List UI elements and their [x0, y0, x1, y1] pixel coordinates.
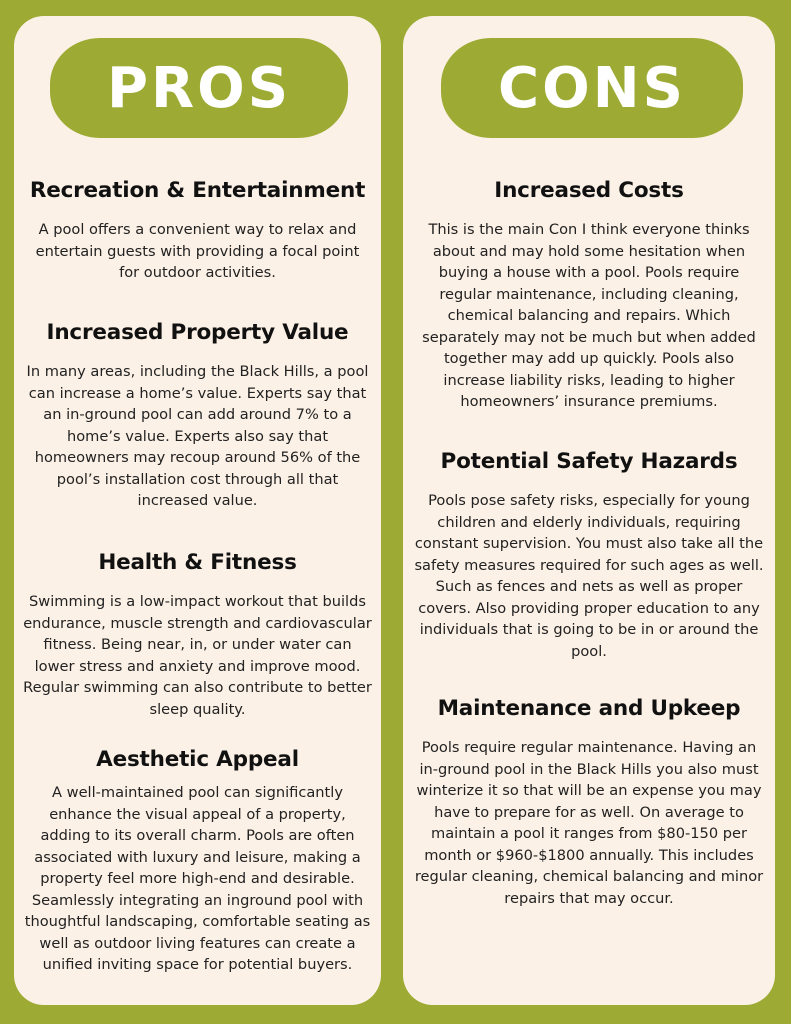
cons-section-costs: [403, 178, 775, 413]
pros-section-recreation: [14, 178, 381, 284]
pros-section-health: [14, 550, 381, 720]
section-body: Pools require regular maintenance. Having an in-ground pool in the Black Hills you also must winterize it so that will be an expense you may have to prepare for as well. On average to maintain a pool it ranges from $80-150 per month or $960-$1800 annually. This includes regular cleaning, chemical balancing and minor repairs that may occur.: [414, 739, 764, 907]
section-body: This is the main Con I think everyone thinks about and may hold some hesitation when buying a house with a pool. Pools require regular maintenance, including cleaning, chemical balancing and repairs. Which separately may not be much but when added together may add up quickly. Pools also increase liability risks, leading to higher homeowners’ insurance premiums.: [422, 221, 756, 410]
pros-card: [14, 16, 381, 1005]
pros-title: PROS: [50, 38, 348, 138]
section-heading: Health & Fitness: [98, 550, 297, 575]
cons-card: [403, 16, 775, 1005]
section-heading: Maintenance and Upkeep: [437, 696, 741, 721]
pros-section-property-value: [14, 320, 381, 512]
section-body: In many areas, including the Black Hills, a pool can increase a home’s value. Experts say that an in-ground pool can add around 7% to a home’s value. Experts also say that homeowners may recoup around 56% of the pool’s installation cost through all that increased value.: [26, 363, 369, 509]
section-body: A pool offers a convenient way to relax and entertain guests with providing a focal point for outdoor activities.: [35, 221, 360, 281]
section-body: Pools pose safety risks, especially for young children and elderly individuals, requiring constant supervision. You must also take all the safety measures required for such ages as well. Such as fences and nets as well as proper covers. Also providing proper education to any individuals that is going to be in or around the pool.: [414, 492, 764, 660]
section-heading: Increased Costs: [494, 178, 684, 203]
section-heading: Recreation & Entertainment: [29, 178, 366, 203]
cons-section-safety: [403, 449, 775, 662]
cons-title: CONS: [441, 38, 743, 138]
section-heading: Potential Safety Hazards: [440, 449, 738, 474]
section-heading: Increased Property Value: [46, 320, 349, 345]
section-body: Swimming is a low-impact workout that builds endurance, muscle strength and cardiovascular fitness. Being near, in, or under water can lower stress and anxiety and improve mood. Regular swimming can also contribute to better sleep quality.: [23, 593, 372, 718]
cons-section-maintenance: [403, 696, 775, 909]
section-heading: Aesthetic Appeal: [96, 747, 299, 772]
pros-section-aesthetic: [14, 747, 381, 976]
section-body: A well-maintained pool can significantly enhance the visual appeal of a property, adding to its overall charm. Pools are often associated with luxury and leisure, making a property feel more high-end and desirable. Seamlessly integrating an inground pool with thoughtful landscaping, comfortable seating as well as outdoor living features can create a unified inviting space for potential buyers.: [24, 784, 371, 973]
